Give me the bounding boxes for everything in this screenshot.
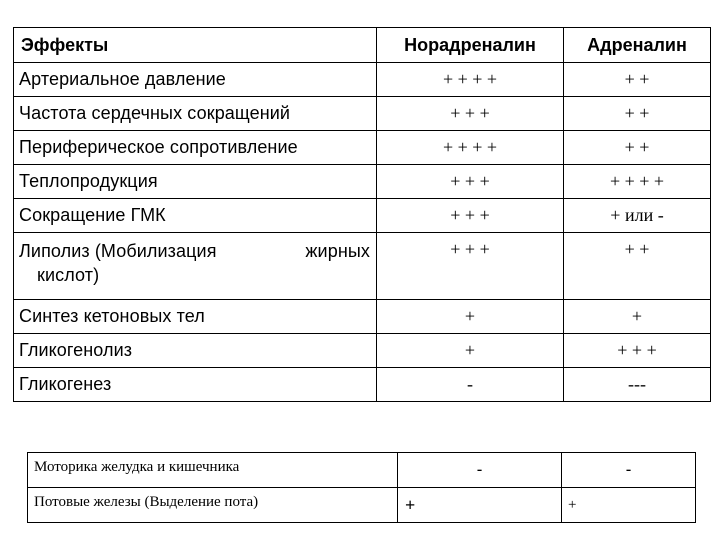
header-adrenaline: Адреналин: [564, 28, 711, 63]
noradrenaline-value: +: [398, 488, 562, 523]
table-row: [28, 488, 696, 523]
header-noradrenaline: Норадреналин: [377, 28, 564, 63]
effect-label: Моторика желудка и кишечника: [28, 453, 398, 488]
table-row: [14, 199, 711, 233]
effect-label-continuation: кислот): [37, 265, 100, 285]
effect-label: Гликогенолиз: [14, 334, 377, 368]
noradrenaline-value: + + +: [377, 97, 564, 131]
table-row: [28, 453, 696, 488]
noradrenaline-value: -: [377, 368, 564, 402]
effect-label: Синтез кетоновых тел: [14, 300, 377, 334]
noradrenaline-value: -: [398, 453, 562, 488]
adrenaline-value: ---: [564, 368, 711, 402]
adrenaline-value: -: [562, 453, 696, 488]
table-row: [14, 300, 711, 334]
effect-label-line: [19, 239, 376, 263]
noradrenaline-value: +: [377, 300, 564, 334]
additional-effects-table: [27, 452, 696, 523]
noradrenaline-value: + + + +: [377, 131, 564, 165]
table-row: [14, 368, 711, 402]
effect-label: Сокращение ГМК: [14, 199, 377, 233]
adrenaline-value: + + + +: [564, 165, 711, 199]
table-row: [14, 165, 711, 199]
table-row: [14, 97, 711, 131]
effect-label: Артериальное давление: [14, 63, 377, 97]
effect-label: Частота сердечных сокращений: [14, 97, 377, 131]
noradrenaline-value: + + +: [377, 165, 564, 199]
table-row: [14, 63, 711, 97]
adrenaline-value: +: [562, 488, 696, 523]
effect-label: Гликогенез: [14, 368, 377, 402]
effect-label: Периферическое сопротивление: [14, 131, 377, 165]
effects-table: [13, 27, 711, 402]
adrenaline-value: + +: [564, 233, 711, 300]
effect-label-part: Липолиз (Мобилизация: [19, 241, 217, 261]
table-header-row: [14, 28, 711, 63]
table-row: [14, 334, 711, 368]
noradrenaline-value: + + + +: [377, 63, 564, 97]
adrenaline-value: +: [564, 300, 711, 334]
effect-label: Теплопродукция: [14, 165, 377, 199]
table-row: [14, 131, 711, 165]
effect-label: Потовые железы (Выделение пота): [28, 488, 398, 523]
adrenaline-value: + + +: [564, 334, 711, 368]
header-effects: Эффекты: [14, 28, 377, 63]
noradrenaline-value: + + +: [377, 233, 564, 300]
noradrenaline-value: +: [377, 334, 564, 368]
effect-label-part: жирных: [305, 241, 370, 261]
adrenaline-value: + +: [564, 63, 711, 97]
effect-label: [14, 233, 377, 300]
adrenaline-value: + +: [564, 131, 711, 165]
table-row: [14, 233, 711, 300]
noradrenaline-value: + + +: [377, 199, 564, 233]
adrenaline-value: + или -: [564, 199, 711, 233]
adrenaline-value: + +: [564, 97, 711, 131]
